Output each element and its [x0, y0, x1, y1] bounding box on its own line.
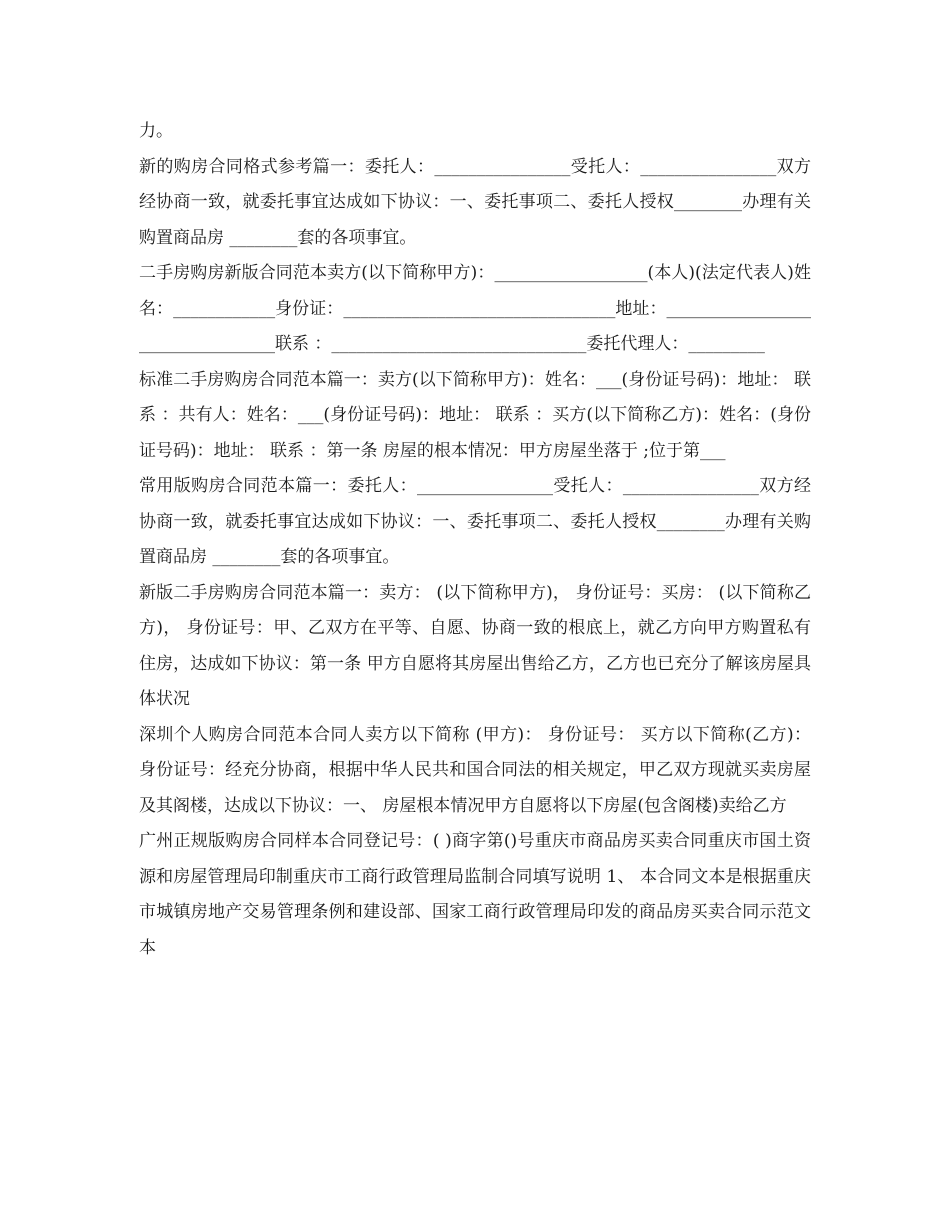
- document-body: [139, 114, 811, 966]
- paragraph-standard-secondhand: 标准二手房购房合同范本篇一：卖方(以下简称甲方)：姓名：___(身份证号码)：地址： 联系 ：共有人：姓名：___(身份证号码)：地址： 联系 ：买方(以下简称乙方)：姓名：(身份证号码)：地址： 联系 ：第一条 房屋的根本情况：甲方房屋坐落于 ;位于第___: [139, 369, 811, 461]
- paragraph-entrust-contract: 新的购房合同格式参考篇一：委托人：________________受托人：________________双方经协商一致，就委托事宜达成如下协议：一、委托事项二、委托人授权________办理有关购置商品房 ________套的各项事宜。: [139, 156, 811, 248]
- paragraph-new-secondhand: 新版二手房购房合同范本篇一：卖方： (以下简称甲方)， 身份证号：买房： (以下简称乙方)， 身份证号：甲、乙双方在平等、自愿、协商一致的根底上，就乙方向甲方购置私有住房，达成如下协议：第一条 甲方自愿将其房屋出售给乙方，乙方也已充分了解该房屋具体状况: [139, 582, 811, 709]
- paragraph-guangzhou-formal: 广州正规版购房合同样本合同登记号：( )商字第()号重庆市商品房买卖合同重庆市国土资源和房屋管理局印制重庆市工商行政管理局监制合同填写说明 1、 本合同文本是根据重庆市城镇房地产交易管理条例和建设部、国家工商行政管理局印发的商品房买卖合同示范文本: [139, 831, 811, 958]
- paragraph-common-version: 常用版购房合同范本篇一：委托人：________________受托人：________________双方经协商一致，就委托事宜达成如下协议：一、委托事项二、委托人授权________办理有关购置商品房 ________套的各项事宜。: [139, 476, 811, 567]
- paragraph-shenzhen-personal: 深圳个人购房合同范本合同人卖方以下简称 (甲方)： 身份证号： 买方以下简称(乙方)： 身份证号：经充分协商，根据中华人民共和国合同法的相关规定，甲乙双方现就买卖房屋及其阁楼，达成以下协议：一、 房屋根本情况甲方自愿将以下房屋(包含阁楼)卖给乙方: [139, 724, 811, 816]
- paragraph-continuation: 力。: [139, 121, 173, 141]
- paragraph-secondhand-new-version: 二手房购房新版合同范本卖方(以下简称甲方)：__________________(本人)(法定代表人)姓名：____________身份证：________________________________地址：_________________________________联系 ：______________________________委托代理人：_________: [139, 263, 811, 354]
